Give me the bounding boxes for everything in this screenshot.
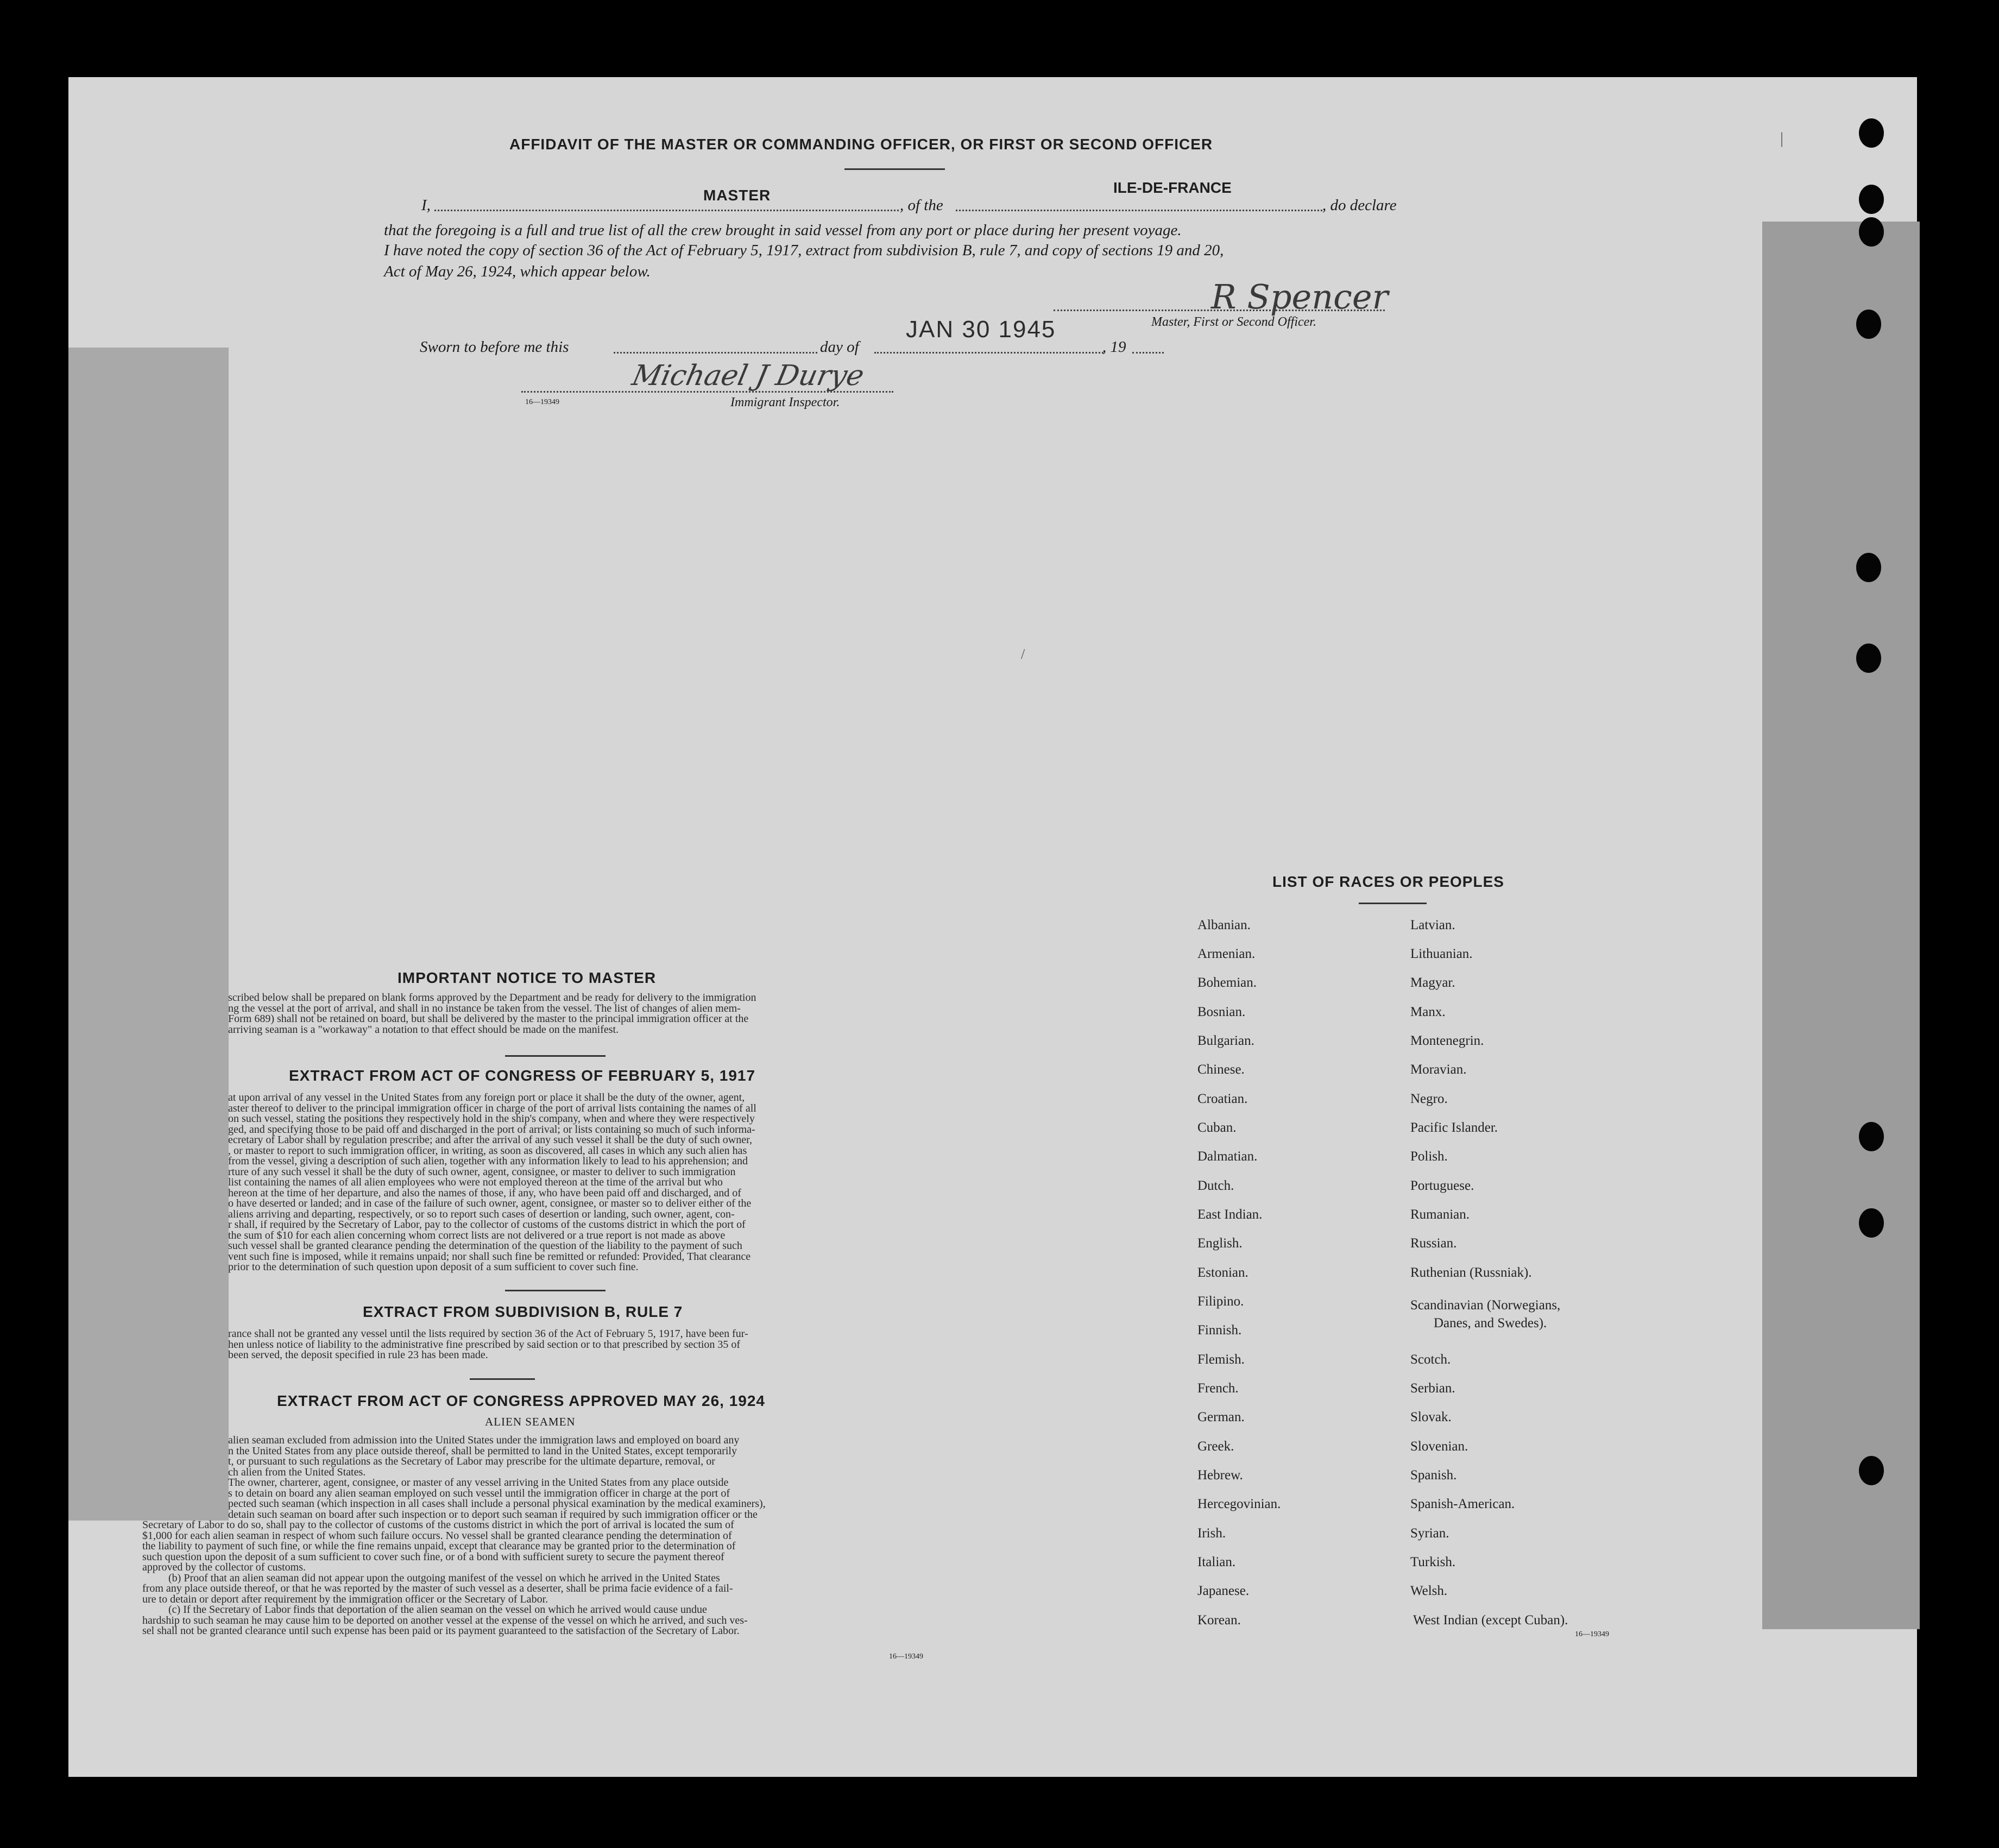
act-1917-line: rture of any such vessel it shall be the duty of such owner, agent, consignee, or master to deliver to such immigration (228, 1165, 736, 1178)
race-left: Hebrew. (1197, 1468, 1243, 1483)
act-1917-line: the sum of $10 for each alien concerning whom correct lists are not delivered or a true report is not made as above (228, 1229, 726, 1241)
race-right: Russian. (1410, 1236, 1457, 1251)
act-1917-title: EXTRACT FROM ACT OF CONGRESS OF FEBRUARY 5, 1917 (289, 1067, 756, 1084)
race-left: Croatian. (1197, 1092, 1248, 1106)
race-right: Pacific Islander. (1410, 1120, 1498, 1135)
act-1924-line: the liability to payment of such fine, or while the fine remains unpaid, except that clearance may be granted prior to the determination of (142, 1540, 736, 1552)
race-left: German. (1197, 1410, 1245, 1424)
date-stamp: JAN 30 1945 (906, 316, 1056, 343)
punch-hole (1856, 553, 1881, 582)
act-1917-line: r shall, if required by the Secretary of Labor, pay to the collector of customs of the customs district in which the port of (228, 1219, 746, 1231)
race-left: Irish. (1197, 1526, 1226, 1541)
race-right: Ruthenian (Russniak). (1410, 1265, 1532, 1280)
rule-7-line: been served, the deposit specified in rule 23 has been made. (228, 1349, 488, 1361)
punch-hole (1859, 185, 1884, 214)
punch-hole (1859, 1208, 1884, 1238)
race-left: Hercegovinian. (1197, 1497, 1281, 1511)
race-left: Greek. (1197, 1439, 1234, 1454)
race-right: Rumanian. (1410, 1207, 1470, 1222)
act-1924-line: The owner, charterer, agent, consignee, or master of any vessel arriving in the United States from any place outside (228, 1477, 729, 1489)
notice-divider (505, 1055, 606, 1057)
act-1917-body (228, 1093, 938, 1273)
act-1917-divider (505, 1290, 606, 1291)
act-1924-line: approved by the collector of customs. (142, 1561, 306, 1573)
act-1924-line: ure to detain or deport after requirement by the immigration officer or the Secretary of Labor. (142, 1593, 548, 1605)
race-right: Welsh. (1410, 1584, 1448, 1598)
race-right-continuation: Danes, and Swedes). (1434, 1316, 1547, 1330)
races-title: LIST OF RACES OR PEOPLES (1272, 873, 1504, 890)
race-left: Cuban. (1197, 1120, 1237, 1135)
race-left: Dutch. (1197, 1178, 1234, 1193)
act-1924-body (142, 1435, 938, 1637)
act-1924-title: EXTRACT FROM ACT OF CONGRESS APPROVED MAY 26, 1924 (277, 1392, 765, 1409)
race-left: Filipino. (1197, 1294, 1244, 1309)
act-1924-line: (b) Proof that an alien seaman did not appear upon the outgoing manifest of the vessel on which he arrived in the United States (168, 1572, 720, 1584)
race-right: Scotch. (1410, 1352, 1451, 1367)
race-right: Syrian. (1410, 1526, 1449, 1541)
act-1917-line: at upon arrival of any vessel in the United States from any foreign port or place it shall be the duty of the owner, agent, (228, 1092, 745, 1103)
title-divider (844, 168, 945, 170)
race-right: Moravian. (1410, 1062, 1467, 1077)
race-right: West Indian (except Cuban). (1413, 1613, 1568, 1628)
race-right: Portuguese. (1410, 1178, 1474, 1193)
stray-mark: | (1780, 129, 1784, 147)
sworn-label: Sworn to before me this (420, 338, 569, 356)
act-1917-line: prior to the determination of such question upon deposit of a sum sufficient to cover such fine. (228, 1261, 639, 1273)
race-left: Japanese. (1197, 1584, 1250, 1598)
race-left: Bosnian. (1197, 1005, 1246, 1019)
act-1924-line: alien seaman excluded from admission into the United States under the immigration laws and employed on board any (228, 1434, 740, 1446)
day-line (614, 352, 817, 354)
rule-7-divider (470, 1378, 535, 1380)
notice-title: IMPORTANT NOTICE TO MASTER (398, 969, 657, 986)
do-declare-label: , do declare (1322, 197, 1397, 214)
master-caption: Master, First or Second Officer. (1151, 315, 1316, 329)
officer-rank: MASTER (703, 187, 771, 204)
race-right: Scandinavian (Norwegians, (1410, 1298, 1561, 1313)
race-left: Estonian. (1197, 1265, 1248, 1280)
race-left: Italian. (1197, 1555, 1236, 1569)
race-right: Serbian. (1410, 1381, 1455, 1396)
vessel-line (956, 210, 1322, 211)
month-line (874, 352, 1103, 354)
vessel-name: ILE-DE-FRANCE (1113, 179, 1232, 196)
day-of-label: day of (820, 338, 859, 356)
race-right: Magyar. (1410, 975, 1455, 990)
rule-7-body (228, 1329, 938, 1361)
punch-hole (1856, 644, 1881, 673)
notice-line: ng the vessel at the port of arrival, and shall in no instance be taken from the vessel. The list of changes of alien mem- (228, 1002, 741, 1014)
act-1924-line: hardship to such seaman he may cause him to be deported on another vessel at the expense of the vessel on which he arrived, and such ves- (142, 1614, 748, 1626)
race-left: East Indian. (1197, 1207, 1263, 1222)
notice-body (228, 993, 938, 1035)
race-right: Turkish. (1410, 1555, 1456, 1569)
act-1917-line: o have deserted or landed; and in case of the failure of such owner, agent, consignee, or master so to deliver either of the (228, 1197, 752, 1209)
race-left: Bulgarian. (1197, 1033, 1254, 1048)
races-divider (1359, 903, 1427, 904)
act-1917-line: , or master to report to such immigration officer, in writing, as soon as discovered, all cases in which any such alien has (228, 1144, 747, 1157)
race-left: Korean. (1197, 1613, 1241, 1628)
rank-line (434, 210, 899, 211)
act-1924-line: detain such seaman on board after such inspection or to deport such seaman if required by such immigration officer or the (228, 1508, 758, 1521)
notice-line: arriving seaman is a "workaway" a notation to that effect should be made on the manifest. (228, 1023, 619, 1036)
act-1924-line: ch alien from the United States. (228, 1466, 366, 1478)
affidavit-line-2: that the foregoing is a full and true list of all the crew brought in said vessel from any port or place during her present voyage. (384, 222, 1182, 239)
act-1917-line: vent such fine is imposed, while it remains unpaid; nor shall such fine be remitted or refunded: Provided, That clearance (228, 1250, 751, 1263)
rule-7-line: hen unless notice of liability to the administrative fine prescribed by said section or to that prescribed by section 35 of (228, 1338, 741, 1351)
affidavit-line-3: I have noted the copy of section 36 of the Act of February 5, 1917, extract from subdivision B, rule 7, and copy of sections 19 and 20, (384, 242, 1224, 259)
race-left: Albanian. (1197, 918, 1251, 932)
notice-line: scribed below shall be prepared on blank forms approved by the Department and be ready for delivery to the immigration (228, 992, 756, 1004)
right-gray-tab (1762, 222, 1920, 1629)
act-1917-line: aliens arriving and departing, respectively, or so to report such cases of desertion or landing, such owner, agent, con- (228, 1208, 735, 1220)
race-left: Armenian. (1197, 947, 1256, 961)
race-left: Dalmatian. (1197, 1149, 1258, 1164)
rule-7-title: EXTRACT FROM SUBDIVISION B, RULE 7 (363, 1303, 683, 1320)
race-right: Latvian. (1410, 918, 1455, 932)
act-1917-line: ecretary of Labor shall by regulation prescribe; and after the arrival of any such vessel it shall be the duty of such owner, (228, 1134, 752, 1146)
punch-hole (1859, 1122, 1884, 1151)
year-prefix: , 19 (1102, 338, 1126, 356)
race-left: English. (1197, 1236, 1243, 1251)
race-left: Flemish. (1197, 1352, 1245, 1367)
act-1917-line: list containing the names of all alien employees who were not employed thereon at the time of the arrival but who (228, 1176, 723, 1188)
master-signature-line (1054, 310, 1385, 311)
punch-hole (1859, 1456, 1884, 1485)
act-1917-line: ged, and specifying those to be paid off and discharged in the port of arrival; or lists containing so much of such informa- (228, 1123, 755, 1136)
stray-mark: / (1021, 646, 1025, 662)
affidavit-title: AFFIDAVIT OF THE MASTER OR COMMANDING OFFICER, OR FIRST OR SECOND OFFICER (509, 136, 1213, 153)
race-right: Spanish. (1410, 1468, 1457, 1483)
punch-hole (1859, 217, 1884, 247)
act-1924-line: (c) If the Secretary of Labor finds that deportation of the alien seaman on the vessel on which he arrived would cause undue (168, 1604, 707, 1616)
alien-seamen-heading: ALIEN SEAMEN (485, 1415, 576, 1428)
inspector-signature-line (521, 391, 893, 393)
act-1924-line: pected such seaman (which inspection in all cases shall include a personal physical examination by the medical examiners), (228, 1498, 766, 1510)
act-1917-line: hereon at the time of her departure, and also the names of those, if any, who have been paid off and discharged, and of (228, 1187, 741, 1199)
master-signature: R Spencer (1211, 277, 1389, 317)
affidavit-intro: I, (421, 197, 431, 214)
act-1917-line: on such vessel, stating the positions they respectively hold in the ship's company, when and where they were respectively (228, 1113, 755, 1125)
race-right: Slovak. (1410, 1410, 1452, 1424)
punch-hole (1859, 118, 1884, 148)
notice-line: Form 689) shall not be retained on board, but shall be delivered by the master to the principal immigration officer at the (228, 1013, 749, 1025)
race-left: Bohemian. (1197, 975, 1257, 990)
race-left: Finnish. (1197, 1323, 1242, 1338)
race-right: Manx. (1410, 1005, 1446, 1019)
race-right: Lithuanian. (1410, 947, 1473, 961)
act-1917-line: aster thereof to deliver to the principal immigration officer in charge of the port of arrival lists containing the names of all (228, 1102, 756, 1114)
act-1924-line: n the United States from any place outside thereof, shall be permitted to land in the United States, except temporarily (228, 1445, 737, 1457)
punch-hole (1856, 310, 1881, 339)
form-number-races: 16—19349 (1575, 1630, 1609, 1638)
of-the-label: , of the (900, 197, 943, 214)
race-right: Polish. (1410, 1149, 1448, 1164)
inspector-caption: Immigrant Inspector. (730, 395, 840, 409)
act-1924-line: s to detain on board any alien seaman employed on such vessel until the immigration officer in charge at the port of (228, 1487, 730, 1499)
act-1924-line: such question upon the deposit of a sum sufficient to cover such fine, or of a bond with sufficient surety to secure the payment thereof (142, 1550, 724, 1563)
act-1924-line: t, or pursuant to such regulations as the Secretary of Labor may prescribe for the ultimate departure, removal, or (228, 1455, 715, 1467)
form-number-notices: 16—19349 (889, 1653, 923, 1661)
act-1924-line: sel shall not be granted clearance until such expense has been paid or its payment guaranteed to the satisfaction of the Secretary of Labor. (142, 1625, 740, 1637)
race-right: Slovenian. (1410, 1439, 1468, 1454)
act-1924-line: Secretary of Labor to do so, shall pay to the collector of customs of the customs district in which the port of arrival is located the sum of (142, 1519, 734, 1531)
act-1924-line: $1,000 for each alien seaman in respect of whom such failure occurs. No vessel shall be granted clearance pending the determination of (142, 1529, 732, 1542)
race-right: Spanish-American. (1410, 1497, 1515, 1511)
race-right: Negro. (1410, 1092, 1448, 1106)
inspector-signature: Michael J Durye (629, 359, 867, 392)
race-left: Chinese. (1197, 1062, 1245, 1077)
left-gray-tab (68, 348, 229, 1521)
race-right: Montenegrin. (1410, 1033, 1484, 1048)
act-1924-line: from any place outside thereof, or that he was reported by the master of such vessel as a deserter, shall be prima facie evidence of a fail- (142, 1582, 733, 1594)
act-1917-line: such vessel shall be granted clearance pending the determination of the question of the liability to the payment of such (228, 1240, 742, 1252)
year-line (1132, 352, 1164, 354)
rule-7-line: rance shall not be granted any vessel until the lists required by section 36 of the Act of February 5, 1917, have been fur- (228, 1328, 748, 1340)
form-number-top: 16—19349 (525, 398, 559, 406)
affidavit-line-4: Act of May 26, 1924, which appear below. (384, 263, 651, 280)
act-1917-line: from the vessel, giving a description of such alien, together with any information likely to lead to his apprehension; and (228, 1155, 748, 1167)
race-left: French. (1197, 1381, 1239, 1396)
